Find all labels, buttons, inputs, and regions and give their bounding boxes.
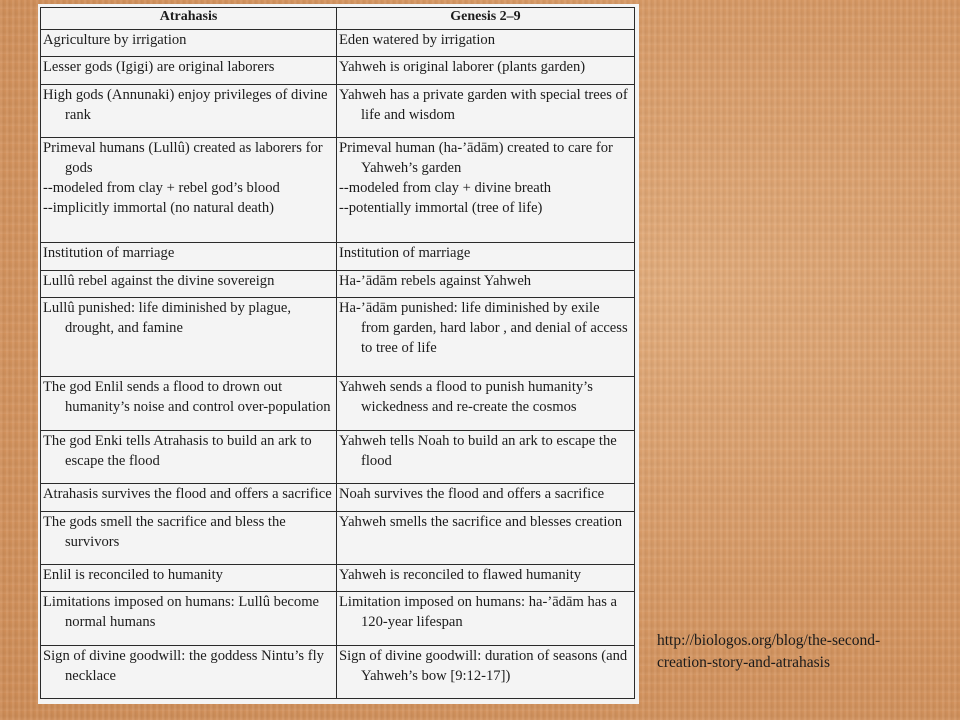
atrahasis-cell — [41, 511, 337, 564]
table-row — [41, 57, 635, 84]
table-row — [41, 298, 635, 377]
header-genesis: Genesis 2–9 — [337, 8, 635, 30]
atrahasis-cell — [41, 138, 337, 243]
cell-text: Lullû punished: life diminished by plague, drought, and famine — [43, 300, 292, 337]
atrahasis-cell — [41, 645, 337, 698]
genesis-cell — [337, 30, 635, 57]
cell-text: Atrahasis survives the flood and offers a sacrifice — [43, 486, 332, 503]
table-row — [41, 430, 635, 483]
cell-text: Enlil is reconciled to humanity — [43, 566, 223, 583]
cell-text: Yahweh sends a flood to punish humanity’s wickedness and re-create the cosmos — [339, 379, 593, 416]
genesis-cell — [337, 564, 635, 591]
table-row — [41, 484, 635, 511]
atrahasis-cell — [41, 243, 337, 270]
cell-text: The gods smell the sacrifice and bless the survivors — [43, 513, 286, 550]
cell-text: Sign of divine goodwill: duration of seasons (and Yahweh’s bow [9:12-17]) — [339, 647, 628, 684]
cell-text: Limitations imposed on humans: Lullû become normal humans — [43, 594, 320, 631]
source-url — [657, 630, 957, 674]
atrahasis-cell — [41, 298, 337, 377]
cell-text: Institution of marriage — [43, 245, 175, 262]
cell-text: Institution of marriage — [339, 245, 471, 262]
table-row — [41, 84, 635, 137]
genesis-cell — [337, 645, 635, 698]
cell-text: The god Enlil sends a flood to drown out humanity’s noise and control over-population — [43, 379, 331, 416]
atrahasis-cell — [41, 270, 337, 297]
cell-text: Lullû rebel against the divine sovereign — [43, 272, 275, 289]
table-row — [41, 377, 635, 430]
genesis-cell — [337, 298, 635, 377]
cell-text: Ha-’ādām rebels against Yahweh — [339, 272, 532, 289]
table-row — [41, 138, 635, 243]
cell-text: Primeval human (ha-’ādām) created to care for Yahweh’s garden — [339, 140, 613, 177]
genesis-cell — [337, 84, 635, 137]
table-row — [41, 645, 635, 698]
source-url-line: http://biologos.org/blog/the-second- — [657, 632, 881, 649]
cell-text: Limitation imposed on humans: ha-’ādām has a 120-year lifespan — [339, 594, 618, 631]
cell-text: --implicitly immortal (no natural death) — [43, 200, 274, 217]
cell-text: Yahweh has a private garden with special trees of life and wisdom — [339, 86, 628, 123]
table-row — [41, 243, 635, 270]
table-row — [41, 592, 635, 645]
table-header-row — [41, 8, 635, 30]
cell-text: Agriculture by irrigation — [43, 32, 187, 48]
cell-text: Sign of divine goodwill: the goddess Nintu’s fly necklace — [43, 647, 324, 684]
cell-text: --modeled from clay + rebel god’s blood — [43, 180, 280, 197]
table-row — [41, 30, 635, 57]
cell-text: Lesser gods (Igigi) are original laborers — [43, 59, 275, 76]
atrahasis-cell — [41, 30, 337, 57]
cell-text: High gods (Annunaki) enjoy privileges of divine rank — [43, 86, 328, 123]
cell-text: Noah survives the flood and offers a sacrifice — [339, 486, 605, 503]
genesis-cell — [337, 592, 635, 645]
cell-text: Yahweh is original laborer (plants garden) — [339, 59, 586, 76]
cell-text: Yahweh is reconciled to flawed humanity — [339, 566, 582, 583]
atrahasis-cell — [41, 84, 337, 137]
genesis-cell — [337, 484, 635, 511]
comparison-table — [40, 7, 635, 699]
cell-text: Yahweh smells the sacrifice and blesses creation — [339, 513, 623, 530]
atrahasis-cell — [41, 564, 337, 591]
cell-text: Primeval humans (Lullû) created as laborers for gods — [43, 140, 323, 177]
genesis-cell — [337, 377, 635, 430]
cell-text: Ha-’ādām punished: life diminished by exile from garden, hard labor , and denial of access to tree of life — [339, 300, 628, 357]
cell-text: Yahweh tells Noah to build an ark to escape the flood — [339, 432, 617, 469]
cell-text: Eden watered by irrigation — [339, 32, 496, 48]
genesis-cell — [337, 57, 635, 84]
genesis-cell — [337, 243, 635, 270]
cell-text: The god Enki tells Atrahasis to build an ark to escape the flood — [43, 432, 312, 469]
atrahasis-cell — [41, 430, 337, 483]
genesis-cell — [337, 430, 635, 483]
header-atrahasis: Atrahasis — [41, 8, 337, 30]
genesis-cell — [337, 511, 635, 564]
cell-text: --potentially immortal (tree of life) — [339, 200, 543, 217]
table-row — [41, 270, 635, 297]
atrahasis-cell — [41, 592, 337, 645]
atrahasis-cell — [41, 484, 337, 511]
comparison-table-scan — [38, 4, 639, 704]
genesis-cell — [337, 270, 635, 297]
table-row — [41, 511, 635, 564]
atrahasis-cell — [41, 57, 337, 84]
genesis-cell — [337, 138, 635, 243]
source-url-line: creation-story-and-atrahasis — [657, 654, 831, 671]
table-row — [41, 564, 635, 591]
cell-text: --modeled from clay + divine breath — [339, 180, 552, 197]
atrahasis-cell — [41, 377, 337, 430]
